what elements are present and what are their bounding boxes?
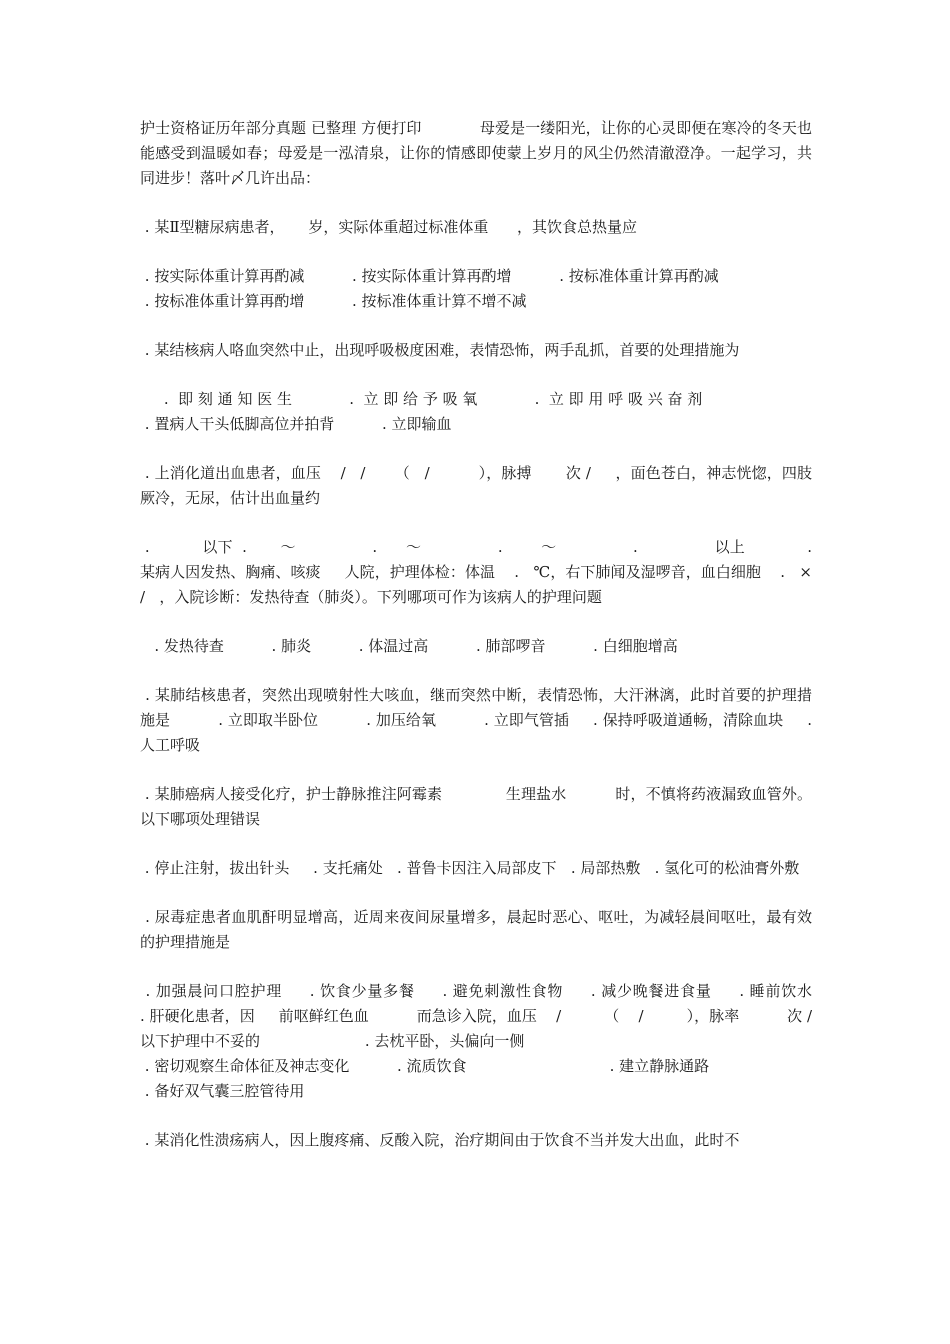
question-3-stem: . 上消化道出血患者，血压 / / （ / ），脉搏 次 / ，面色苍白，神志恍惚，四肢厥冷，无尿，估计出血量约 [140, 464, 812, 507]
document-intro: 护士资格证历年部分真题 已整理 方便打印 母爱是一缕阳光，让你的心灵即便在寒冷的冬天也能感受到温暖如春；母爱是一泓清泉，让你的情感即使蒙上岁月的风尘仍然清澈澄净。一起学习，共同进步！落叶〆几许出品： [140, 119, 812, 187]
question-1-options: . 按实际体重计算再酌减 . 按实际体重计算再酌增 . 按标准体重计算再酌减 . 按标准体重计算再酌增 . 按标准体重计算不增不减 [144, 267, 719, 310]
question-4-options: . 发热待查 . 肺炎 . 体温过高 . 肺部啰音 . 白细胞增高 [140, 637, 678, 655]
question-6-options: . 停止注射，拔出针头 . 支托痛处 . 普鲁卡因注入局部皮下 . 局部热敷 . 氢化可的松油膏外敷 [140, 859, 800, 877]
document-page [140, 116, 841, 1177]
question-2-options: . 即 刻 通 知 医 生 . 立 即 给 予 吸 氧 . 立 即 用 呼 吸 兴 奋 剂 . 置病人干头低脚高位并拍背 . 立即输血 [144, 390, 703, 433]
question-5: . 某肺结核患者，突然出现喷射性大咳血，继而突然中断，表情恐怖，大汗淋漓，此时首要的护理措施是 . 立即取半卧位 . 加压给氧 . 立即气管插 . 保持呼吸道通畅，清除血块 . 人工呼吸 [140, 686, 817, 754]
question-1-stem: . 某Ⅱ型糖尿病患者， 岁，实际体重超过标准体重 ，其饮食总热量应 [140, 218, 637, 236]
question-3-options-question-4-stem: . 以下 . ～ . ～ . ～ . 以上 . 某病人因发热、胸痛、咳痰 人院，护理体检：体温 . ℃，右下肺闻及湿啰音，血白细胞 . × / ，入院诊断：发热待查（肺炎）。下列哪项可作为该病人的护理问题 [140, 538, 841, 606]
question-2-stem: . 某结核病人咯血突然中止，出现呼吸极度困难，表情恐怖，两手乱抓，首要的处理措施为 [140, 341, 740, 359]
question-6-stem: . 某肺癌病人接受化疗，护士静脉推注阿霉素 生理盐水 时，不慎将药液漏致血管外。以下哪项处理错误 [140, 785, 812, 828]
question-7-options-question-8: . 加强晨问口腔护理 . 饮食少量多餐 . 避免刺激性食物 . 减少晚餐进食量 . 睡前饮水 . 肝硬化患者，因 前呕鲜红色血 而急诊入院，血压 / （ / ），脉率 次 / 以下护理中不妥的 . 去枕平卧，头偏向一侧 . 密切观察生命体征及神志变化 . 流质饮食 . 建立静脉通路 . 备好双气囊三腔管待用 [140, 982, 812, 1100]
question-7-stem: . 尿毒症患者血肌酐明显增高，近周来夜间尿量增多，晨起时恶心、呕吐，为减轻晨间呕吐，最有效的护理措施是 [140, 908, 812, 951]
question-9-stem: . 某消化性溃疡病人，因上腹疼痛、反酸入院，治疗期间由于饮食不当并发大出血，此时不 [140, 1131, 740, 1149]
